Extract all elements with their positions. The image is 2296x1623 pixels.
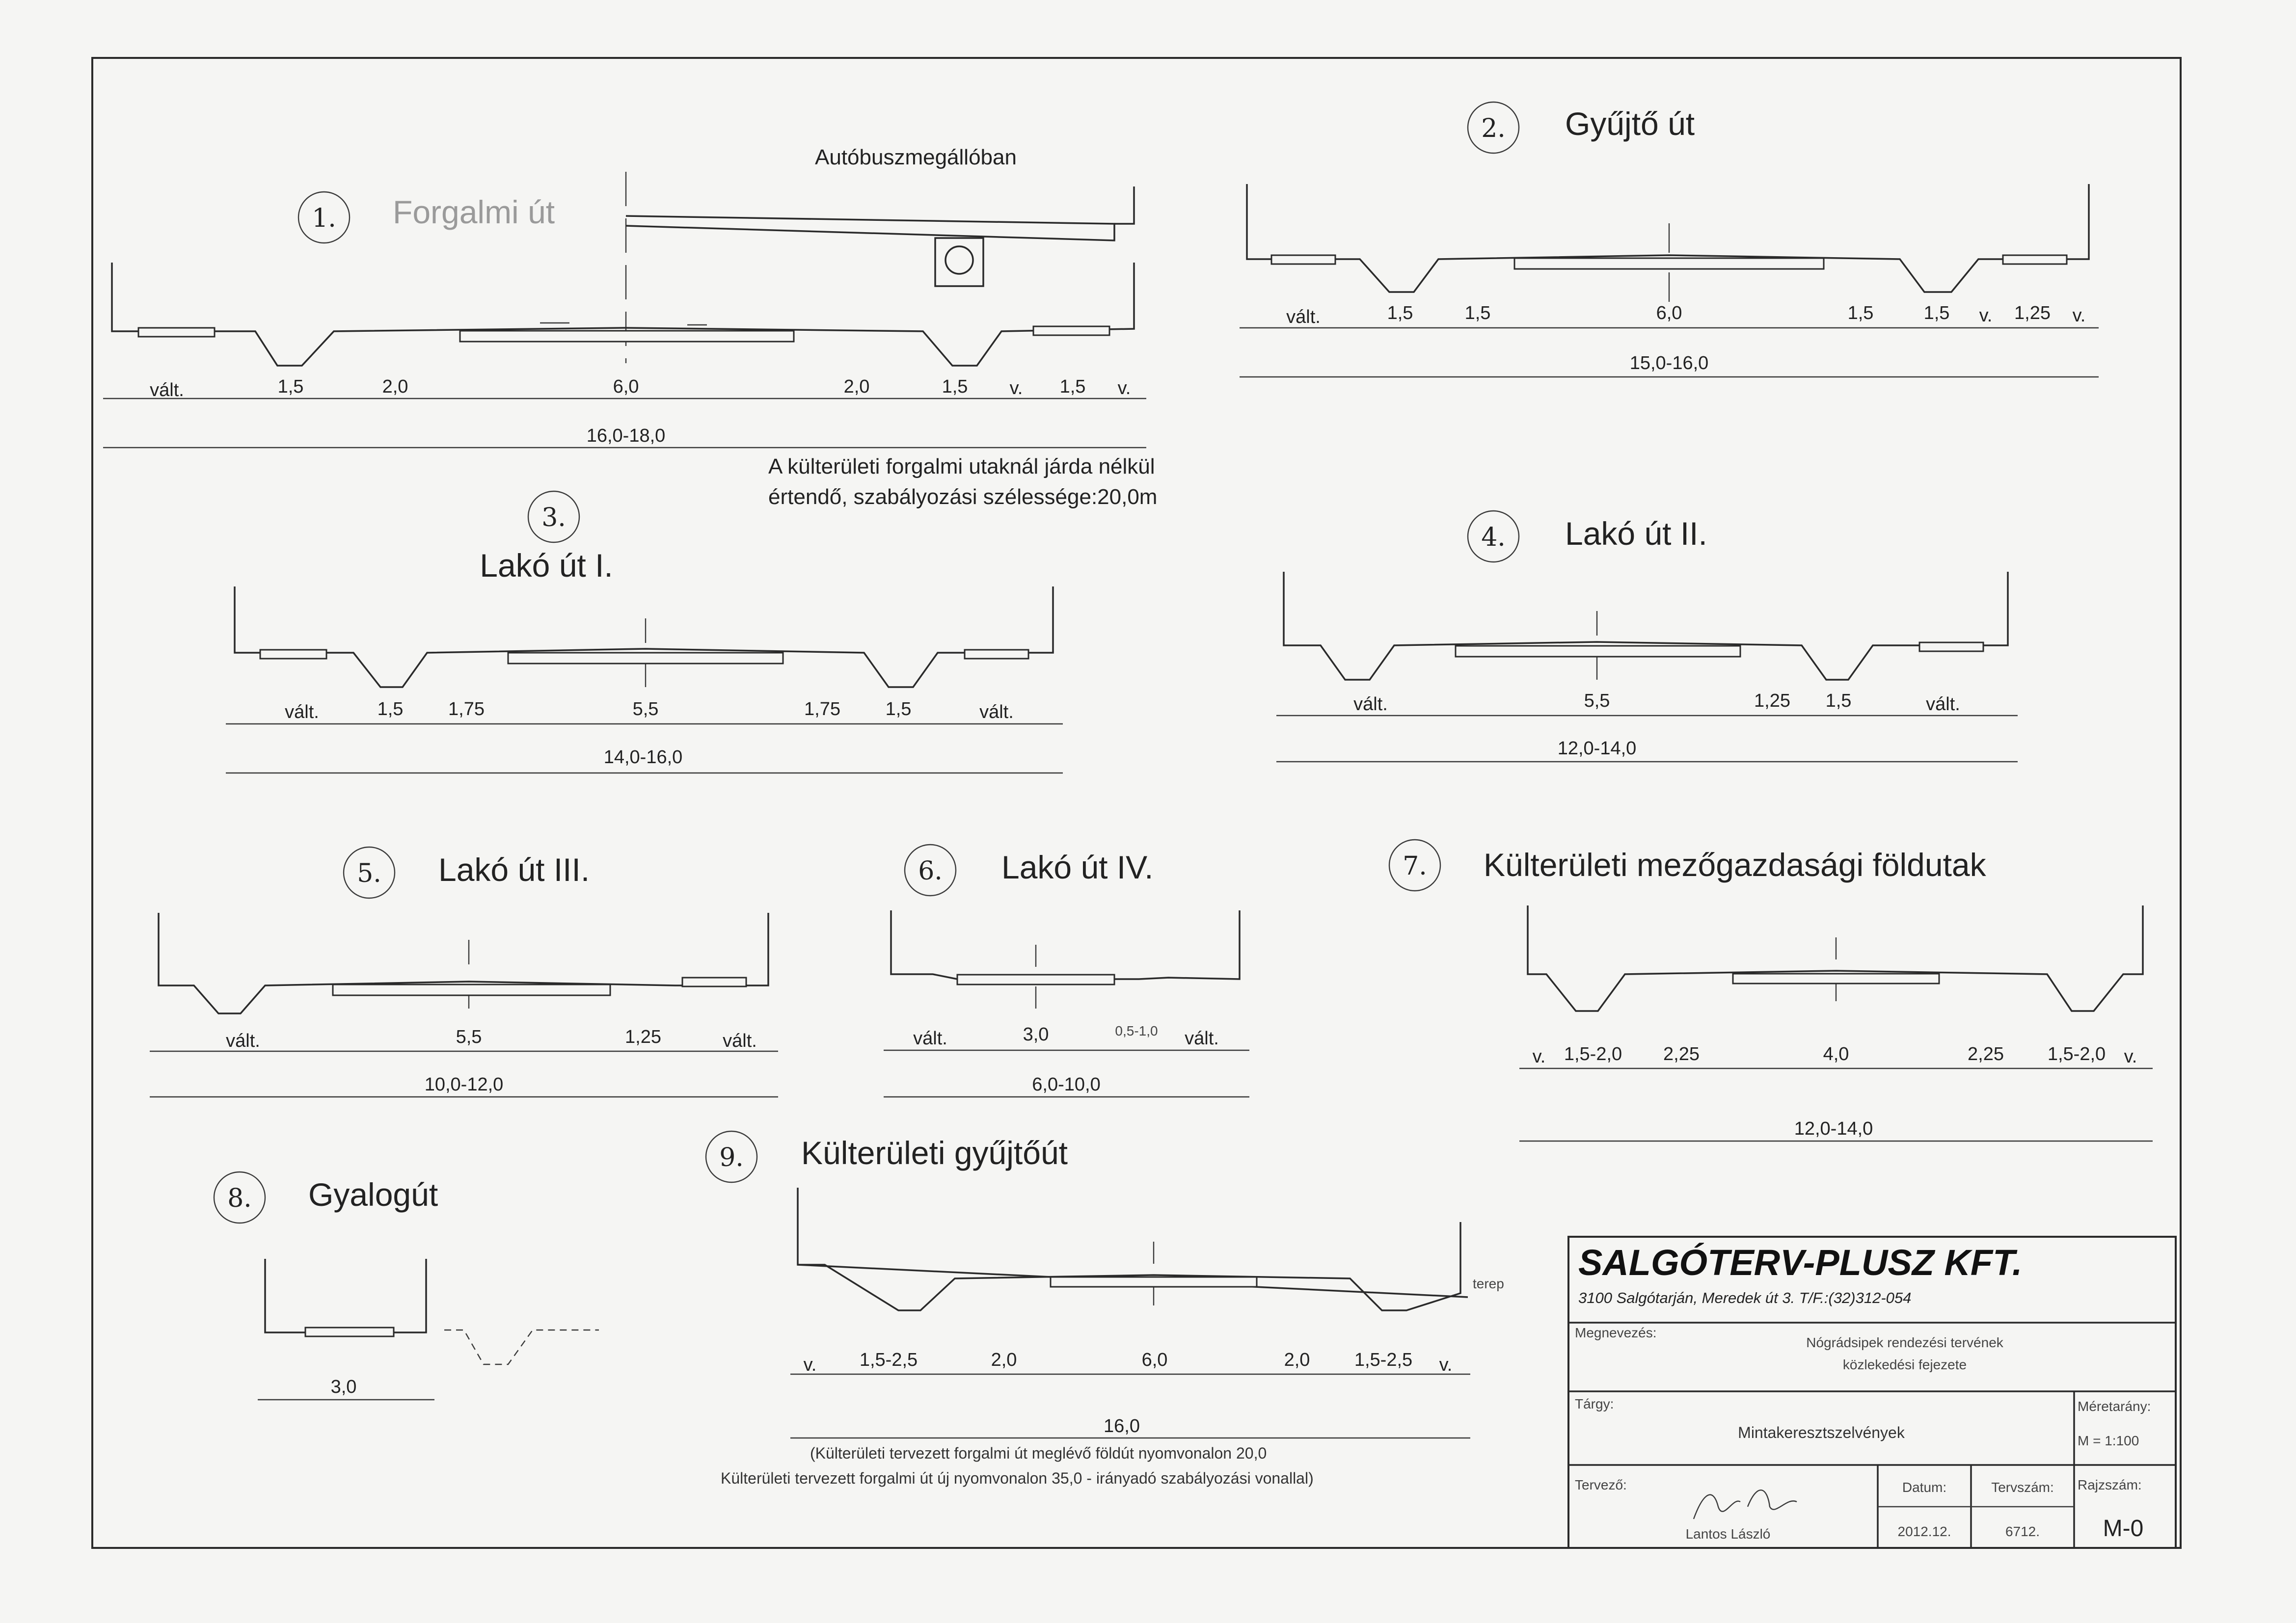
section-2-dim-3: 1,5 — [1464, 303, 1491, 323]
designer-label: Tervező: — [1575, 1477, 1627, 1492]
section-6-dim-2: 3,0 — [1023, 1024, 1049, 1045]
section-6-dim-4: vált. — [1185, 1028, 1219, 1049]
section-2-number: 2. — [1481, 114, 1506, 143]
section-4-lako-ut-2 — [1276, 511, 2018, 762]
section-3-total: 14,0-16,0 — [603, 747, 683, 768]
section-2-sidewalk-left — [1271, 255, 1335, 264]
section-1-drain-box — [935, 238, 983, 286]
scale-label: Méretarány: — [2078, 1399, 2151, 1414]
section-3-sidewalk-left — [260, 650, 326, 659]
plan-number-label: Tervszám: — [1991, 1480, 2054, 1495]
name-value-line1: Nógrádsipek rendezési tervének — [1806, 1335, 2003, 1350]
section-7-dim-3: 2,25 — [1663, 1044, 1700, 1064]
section-3-dim-4: 5,5 — [632, 699, 659, 719]
section-5-dim-2: 5,5 — [456, 1027, 482, 1047]
section-3-dim-6: 1,5 — [885, 699, 912, 719]
drawing-number-value: M-0 — [2103, 1516, 2144, 1542]
section-8-number: 8. — [227, 1184, 252, 1213]
section-3-title: Lakó út I. — [480, 547, 613, 584]
section-9-dim-1: v. — [803, 1355, 817, 1375]
section-4-number: 4. — [1481, 523, 1506, 552]
section-2-dim-6: 1,5 — [1923, 303, 1950, 323]
section-9-note-line2: Külterületi tervezett forgalmi út új nyomvonalon 35,0 - irányadó szabályozási vonallal) — [721, 1469, 1314, 1487]
date-label: Datum: — [1902, 1480, 1947, 1495]
section-5-total: 10,0-12,0 — [424, 1074, 504, 1095]
section-4-total: 12,0-14,0 — [1557, 738, 1637, 759]
section-4-dim-5: vált. — [1926, 694, 1960, 715]
section-1-title: Forgalmi út — [393, 194, 555, 230]
section-1-dim-9: v. — [1117, 378, 1131, 399]
section-5-dim-1: vált. — [226, 1031, 260, 1051]
section-1-dim-4: 6,0 — [613, 376, 639, 397]
section-3-lako-ut-1 — [226, 491, 1063, 773]
section-2-dim-5: 1,5 — [1847, 303, 1874, 323]
section-7-dim-5: 2,25 — [1968, 1044, 2004, 1064]
section-4-dim-1: vált. — [1353, 694, 1388, 715]
section-2-title: Gyűjtő út — [1565, 106, 1695, 142]
section-2-dim-1: vált. — [1286, 307, 1321, 327]
section-1-sidewalk-right — [1033, 326, 1109, 335]
section-1-dim-8: 1,5 — [1059, 376, 1086, 397]
section-3-sidewalk-right — [965, 650, 1028, 659]
section-1-sidewalk-left — [138, 328, 215, 337]
section-5-profile — [159, 913, 768, 1013]
section-1-bus-stop-label: Autóbuszmegállóban — [815, 145, 1017, 169]
section-3-dim-1: vált. — [285, 702, 319, 722]
section-5-lako-ut-3 — [150, 847, 778, 1097]
section-7-dim-1: v. — [1532, 1046, 1546, 1067]
section-6-dim-3: 0,5-1,0 — [1115, 1023, 1158, 1038]
section-7-carriageway — [1733, 974, 1939, 984]
section-3-dim-5: 1,75 — [804, 699, 840, 719]
section-7-number: 7. — [1403, 851, 1427, 881]
section-9-dim-2: 1,5-2,5 — [859, 1350, 918, 1370]
section-1-total: 16,0-18,0 — [586, 426, 666, 446]
section-1-slope-arrows — [540, 323, 707, 325]
section-6-total: 6,0-10,0 — [1032, 1074, 1101, 1095]
company-address: 3100 Salgótarján, Meredek út 3. T/F.:(32)312-054 — [1578, 1289, 1912, 1306]
section-8-title: Gyalogút — [308, 1176, 438, 1213]
section-4-dim-4: 1,5 — [1825, 691, 1852, 711]
section-6-title: Lakó út IV. — [1001, 849, 1154, 885]
subject-label: Tárgy: — [1575, 1396, 1614, 1411]
section-9-dim-7: v. — [1439, 1355, 1453, 1375]
section-9-dim-3: 2,0 — [991, 1350, 1017, 1370]
section-6-number: 6. — [918, 856, 943, 886]
section-1-dim-3: 2,0 — [382, 376, 408, 397]
section-4-dim-3: 1,25 — [1754, 691, 1790, 711]
section-1-dim-2: 1,5 — [277, 376, 304, 397]
section-6-dim-1: vált. — [913, 1028, 947, 1049]
section-5-title: Lakó út III. — [438, 851, 590, 888]
section-1-forgalmi-ut — [103, 145, 1146, 448]
section-9-kulteruleti-gyujtout — [706, 1131, 1504, 1487]
section-3-profile — [235, 586, 1053, 687]
section-8-total: 3,0 — [330, 1377, 357, 1397]
title-block-frame — [1568, 1237, 2176, 1548]
section-8-profile — [265, 1259, 426, 1332]
company-name: SALGÓTERV-PLUSZ KFT. — [1578, 1242, 2023, 1283]
section-7-dim-2: 1,5-2,0 — [1564, 1044, 1622, 1064]
section-5-dim-4: vált. — [723, 1031, 757, 1051]
section-9-carriageway — [1051, 1277, 1257, 1287]
section-7-dim-6: 1,5-2,0 — [2047, 1044, 2106, 1064]
section-3-carriageway — [508, 653, 783, 664]
section-4-title: Lakó út II. — [1565, 515, 1707, 552]
designer-name: Lantos László — [1685, 1526, 1771, 1542]
subject-value: Mintakeresztszelvények — [1738, 1424, 1905, 1441]
section-4-dim-2: 5,5 — [1584, 691, 1610, 711]
section-1-bus-bay-slab — [626, 216, 1114, 240]
section-5-dim-3: 1,25 — [625, 1027, 661, 1047]
plan-number-value: 6712. — [2005, 1524, 2040, 1539]
section-6-lako-ut-4 — [884, 845, 1249, 1097]
section-2-total: 15,0-16,0 — [1629, 353, 1709, 373]
section-7-dim-4: 4,0 — [1823, 1044, 1849, 1064]
date-value: 2012.12. — [1897, 1524, 1951, 1539]
section-8-walkway — [305, 1328, 394, 1336]
section-1-drain-icon — [945, 246, 973, 274]
name-label: Megnevezés: — [1575, 1325, 1657, 1340]
section-4-sidewalk-right — [1919, 642, 1983, 651]
section-3-dim-3: 1,75 — [448, 699, 485, 719]
section-2-carriageway — [1514, 258, 1824, 269]
section-1-dim-7: v. — [1009, 378, 1023, 399]
section-7-total: 12,0-14,0 — [1794, 1118, 1873, 1139]
section-2-sidewalk-right — [2003, 255, 2067, 264]
outer-road-note-line2: értendő, szabályozási szélessége:20,0m — [768, 485, 1158, 509]
drawing-number-label: Rajzszám: — [2078, 1477, 2142, 1492]
section-2-profile — [1247, 184, 2089, 292]
section-3-number: 3. — [541, 503, 566, 532]
section-2-dim-2: 1,5 — [1387, 303, 1413, 323]
section-2-gyujto-ut — [1240, 102, 2099, 377]
section-1-profile — [112, 263, 1134, 366]
section-8-gyalogut — [214, 1172, 599, 1400]
section-1-carriageway — [460, 331, 794, 342]
section-3-dim-2: 1,5 — [377, 699, 404, 719]
section-1-bus-bay-edge — [1114, 186, 1134, 224]
section-9-note-line1: (Külterületi tervezett forgalmi út meglévő földút nyomvonalon 20,0 — [810, 1444, 1267, 1462]
section-5-sidewalk-right — [682, 978, 746, 986]
scale-value: M = 1:100 — [2078, 1433, 2139, 1448]
section-1-dim-6: 1,5 — [942, 376, 968, 397]
section-4-profile — [1284, 572, 2008, 680]
section-4-carriageway — [1456, 646, 1740, 657]
section-9-number: 9. — [719, 1143, 744, 1172]
section-1-dim-5: 2,0 — [843, 376, 870, 397]
section-5-number: 5. — [357, 859, 381, 888]
section-2-dim-4: 6,0 — [1656, 303, 1682, 323]
outer-road-note-line1: A külterületi forgalmi utaknál járda nélkül — [768, 454, 1155, 479]
section-7-dim-7: v. — [2124, 1046, 2137, 1067]
section-1-number: 1. — [312, 204, 336, 233]
designer-signature — [1694, 1490, 1797, 1519]
section-9-dim-4: 6,0 — [1141, 1350, 1168, 1370]
section-6-profile — [891, 910, 1240, 979]
section-3-dim-7: vált. — [979, 702, 1014, 722]
section-1-dim-1: vált. — [150, 380, 184, 400]
section-7-profile — [1528, 905, 2143, 1011]
drawing-border — [92, 58, 2181, 1548]
section-2-dim-7: v. — [1979, 305, 1993, 326]
section-9-dim-5: 2,0 — [1284, 1350, 1310, 1370]
section-6-carriageway — [957, 975, 1114, 984]
section-8-ditch — [444, 1330, 599, 1364]
section-7-title: Külterületi mezőgazdasági földutak — [1484, 847, 1986, 883]
title-block — [1568, 1237, 2176, 1548]
name-value-line2: közlekedési fejezete — [1842, 1357, 1967, 1372]
section-9-terep-label: terep — [1473, 1276, 1504, 1291]
section-9-dim-6: 1,5-2,5 — [1354, 1350, 1413, 1370]
section-5-carriageway — [333, 984, 610, 995]
section-2-dim-9: v. — [2072, 305, 2086, 326]
section-9-total: 16,0 — [1104, 1416, 1140, 1437]
section-2-dim-8: 1,25 — [2014, 303, 2051, 323]
section-7-kulteruleti-foldutak — [1389, 840, 2153, 1141]
section-9-title: Külterületi gyűjtőút — [801, 1135, 1068, 1171]
